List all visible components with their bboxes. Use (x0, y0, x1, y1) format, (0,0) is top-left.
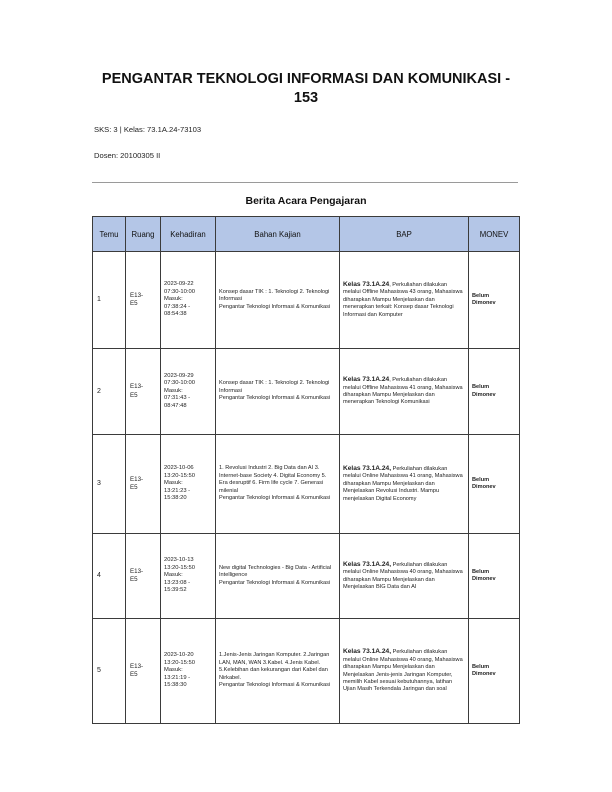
header-bap: BAP (340, 217, 469, 252)
cell-temu: 2 (93, 349, 126, 435)
cell-kehadiran: 2023-09-22 07:30-10:00 Masuk: 07:38:24 - 08:54:38 (161, 252, 216, 349)
cell-bahan-kajian: 1. Revolusi Industri 2. Big Data dan AI 3. Internet-base Society 4. Digital Economy 5. Era desruptif 6. Firm life cycle 7. Generasi milenial Pengantar Teknologi Informasi & Komunikasi (216, 435, 340, 534)
bap-class-label: Kelas 73.1A.24, (343, 648, 392, 656)
teaching-record-table (92, 216, 520, 724)
header-bahan-kajian: Bahan Kajian (216, 217, 340, 252)
bap-class-label: Kelas 73.1A.24 (343, 376, 390, 384)
cell-monev: Belum Dimonev (469, 435, 520, 534)
divider (92, 182, 518, 183)
cell-ruang: E13- E5 (126, 435, 161, 534)
cell-kehadiran: 2023-09-29 07:30-10:00 Masuk: 07:31:43 - 08:47:48 (161, 349, 216, 435)
cell-temu: 4 (93, 534, 126, 619)
cell-temu: 3 (93, 435, 126, 534)
bap-class-label: Kelas 73.1A.24, (343, 560, 392, 568)
cell-bap (340, 619, 469, 724)
cell-monev: Belum Dimonev (469, 619, 520, 724)
cell-bap (340, 435, 469, 534)
cell-bahan-kajian: Konsep dasar TIK : 1. Teknologi 2. Teknologi Informasi Pengantar Teknologi Informasi & Komunikasi (216, 252, 340, 349)
table-row (93, 349, 520, 435)
bap-class-label: Kelas 73.1A.24, (343, 464, 392, 472)
bap-description: Perkuliahan dilakukan melalui Online Mahasiswa 40 orang, Mahasiswa diharapkan Mampu Menjelaskan dan Menjelaskan BIG Data dan AI (343, 561, 463, 590)
cell-bahan-kajian: New digital Technologies - Big Data - Artificial Intelligence Pengantar Teknologi Informasi & Komunikasi (216, 534, 340, 619)
cell-monev: Belum Dimonev (469, 534, 520, 619)
header-temu: Temu (93, 217, 126, 252)
cell-ruang: E13- E5 (126, 252, 161, 349)
cell-bap (340, 534, 469, 619)
section-title: Berita Acara Pengajaran (245, 195, 367, 207)
cell-bahan-kajian: 1.Jenis-Jenis Jaringan Komputer. 2.Jaringan LAN, MAN, WAN 3.Kabel. 4.Jenis Kabel. 5.Kelebihan dan kekurangan dari Kabel dan Nirkabel. Pengantar Teknologi Informasi & Komunikasi (216, 619, 340, 724)
bap-description: , Perkuliahan dilakukan melalui Offline Mahasiswa 41 orang, Mahasiswa diharapkan Mampu Menjelaskan dan menerapkan Teknologi Komunikasi (343, 377, 463, 406)
course-info: SKS: 3 | Kelas: 73.1A.24-73103 (94, 125, 202, 134)
cell-ruang: E13- E5 (126, 349, 161, 435)
document-title: PENGANTAR TEKNOLOGI INFORMASI DAN KOMUNIKASI - 153 (101, 71, 511, 106)
cell-monev: Belum Dimonev (469, 252, 520, 349)
table-row (93, 435, 520, 534)
cell-ruang: E13- E5 (126, 534, 161, 619)
table-row (93, 619, 520, 724)
table-row (93, 534, 520, 619)
header-kehadiran: Kehadiran (161, 217, 216, 252)
bap-description: Perkuliahan dilakukan melalui Online Mahasiswa 41 orang, Mahasiswa diharapkan Mampu Menjelaskan dan Menjelaskan Revolusi Industri. Mampu menjelaskan Digital Economy (343, 465, 463, 502)
bap-description: Perkuliahan dilakukan melalui Online Mahasiswa 40 orang, Mahasiswa diharapkan Mampu Menjelaskan dan Menjelaskan Jenis-jenis Jaringan Komputer, memilih Kabel sesuai kebutuhannya, latihan Ujian Masih Terkendala Jaringan dan soal (343, 649, 463, 693)
cell-kehadiran: 2023-10-06 13:20-15:50 Masuk: 13:21:23 - 15:38:20 (161, 435, 216, 534)
lecturer-info: Dosen: 20100305 II (94, 151, 161, 160)
cell-kehadiran: 2023-10-20 13:20-15:50 Masuk: 13:21:19 - 15:38:30 (161, 619, 216, 724)
bap-class-label: Kelas 73.1A.24 (343, 280, 390, 288)
cell-temu: 1 (93, 252, 126, 349)
header-ruang: Ruang (126, 217, 161, 252)
table-row (93, 252, 520, 349)
cell-bap (340, 349, 469, 435)
cell-monev: Belum Dimonev (469, 349, 520, 435)
bap-description: , Perkuliahan dilakukan melalui Offline Mahasiswa 43 orang, Mahasiswa diharapkan Mampu Menjelaskan dan menerapkan terkait: Konsep dasar Teknologi Informasi dan Komputer (343, 281, 463, 318)
cell-bahan-kajian: Konsep dasar TIK : 1. Teknologi 2. Teknologi Informasi Pengantar Teknologi Informasi & Komunikasi (216, 349, 340, 435)
header-monev: MONEV (469, 217, 520, 252)
table-header-row (93, 217, 520, 252)
cell-bap (340, 252, 469, 349)
cell-kehadiran: 2023-10-13 13:20-15:50 Masuk: 13:23:08 - 15:39:52 (161, 534, 216, 619)
cell-ruang: E13- E5 (126, 619, 161, 724)
cell-temu: 5 (93, 619, 126, 724)
